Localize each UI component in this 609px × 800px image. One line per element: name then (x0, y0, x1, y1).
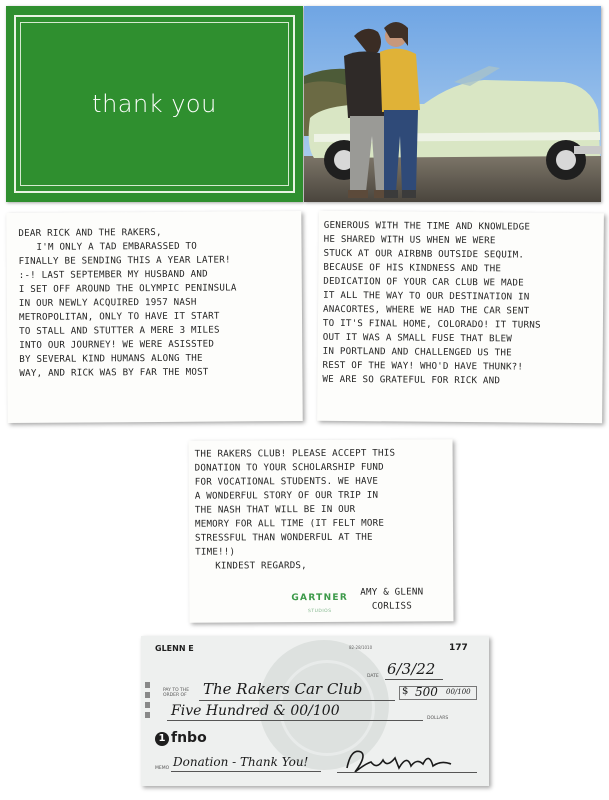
logo-subtext: STUDIOS (307, 608, 332, 615)
note-line: TO STALL AND STUTTER A MERE 3 MILES (19, 324, 220, 337)
note-closing: KINDEST REGARDS, (215, 560, 307, 572)
note-line: HE SHARED WITH US WHEN WE WERE (323, 233, 496, 247)
note-line: ANACORTES, WHERE WE HAD THE CAR SENT (323, 303, 530, 317)
note-line: FINALLY BE SENDING THIS A YEAR LATER! (18, 254, 231, 267)
amount-cents: 00/100 (446, 688, 471, 696)
thank-you-text: thank you (92, 90, 217, 118)
note-line: STRESSFUL THAN WONDERFUL AT THE (195, 531, 373, 544)
security-marks (145, 682, 153, 722)
note-line: IT ALL THE WAY TO OUR DESTINATION IN (323, 289, 530, 303)
written-amount: Five Hundred & 00/100 (171, 703, 340, 719)
note-line: REST OF THE WAY! WHO'D HAVE THUNK?! (322, 359, 524, 373)
payee-name: The Rakers Car Club (203, 680, 363, 698)
note-line: TIME!!) (195, 546, 236, 558)
couple-car-photo (304, 6, 601, 202)
note-line: DEAR RICK AND THE RAKERS, (18, 226, 162, 239)
note-line: THE RAKERS CLUB! PLEASE ACCEPT THIS (194, 447, 396, 460)
gartner-logo (291, 591, 348, 619)
memo-text: Donation - Thank You! (173, 755, 309, 769)
logo-text: GARTNER (291, 592, 349, 604)
memo-label: MEMO (155, 766, 170, 771)
note-line: INTO OUR JOURNEY! WE WERE ASISSTED (19, 338, 215, 351)
memo-line (171, 771, 321, 772)
note-line: GENEROUS WITH THE TIME AND KNOWLEDGE (323, 219, 531, 233)
bank-name: fnbo (171, 730, 207, 746)
note-line: IN PORTLAND AND CHALLENGED US THE (322, 345, 512, 359)
note-line: I SET OFF AROUND THE OLYMPIC PENINSULA (18, 282, 237, 295)
note-line: BECAUSE OF HIS KINDNESS AND THE (323, 261, 502, 275)
written-amount-line (167, 720, 423, 721)
note-line: STUCK AT OUR AIRBNB OUTSIDE SEQUIM. (323, 247, 525, 261)
payee-line (199, 700, 395, 701)
note-line: WE ARE SO GRATEFUL FOR RICK AND (322, 373, 501, 387)
bank-logo (155, 730, 207, 746)
note-line: FOR VOCATIONAL STUDENTS. WE HAVE (194, 475, 379, 488)
signature (360, 585, 423, 613)
note-line: I'M ONLY A TAD EMBARASSED TO (36, 240, 198, 253)
handwritten-note-part-3 (189, 439, 454, 622)
note-line: A WONDERFUL STORY OF OUR TRIP IN (194, 489, 379, 502)
date-line (385, 679, 443, 680)
note-line: :-! LAST SEPTEMBER MY HUSBAND AND (18, 268, 208, 281)
note-line: DONATION TO YOUR SCHOLARSHIP FUND (194, 461, 384, 474)
handwritten-note-part-2 (317, 211, 604, 423)
amount-label: $ (402, 686, 409, 697)
note-line: WAY, AND RICK WAS BY FAR THE MOST (19, 366, 209, 379)
thank-you-card-front (6, 6, 303, 202)
signature-line (337, 772, 477, 773)
handwritten-note-part-1 (6, 211, 302, 423)
note-line: OUT IT WAS A SMALL FUSE THAT BLEW (322, 331, 512, 345)
dollars-label: DOLLARS (427, 716, 449, 721)
pay-to-label: PAY TO THE ORDER OF (163, 688, 190, 698)
date-label: DATE (367, 674, 379, 679)
note-line: MEMORY FOR ALL TIME (IT FELT MORE (194, 517, 385, 530)
check-date: 6/3/22 (387, 660, 436, 678)
note-line: IN OUR NEWLY ACQUIRED 1957 NASH (18, 296, 197, 309)
check-number: 177 (449, 643, 468, 653)
note-line: BY SEVERAL KIND HUMANS ALONG THE (19, 352, 203, 365)
signature-names: AMY & GLENN (360, 586, 424, 598)
routing-fraction: 82-28/1010 (349, 645, 373, 650)
check-amount: 500 (415, 685, 438, 699)
signature-surname: CORLISS (371, 600, 412, 612)
note-line: THE NASH THAT WILL BE IN OUR (194, 503, 356, 516)
note-line: TO IT'S FINAL HOME, COLORADO! IT TURNS (322, 317, 541, 331)
account-holder-name: GLENN E (155, 644, 194, 653)
note-line: METROPOLITAN, ONLY TO HAVE IT START (18, 310, 220, 323)
note-line: DEDICATION OF YOUR CAR CLUB WE MADE (323, 275, 524, 289)
donation-check (141, 636, 489, 786)
bank-logo-badge: 1 (155, 732, 169, 746)
